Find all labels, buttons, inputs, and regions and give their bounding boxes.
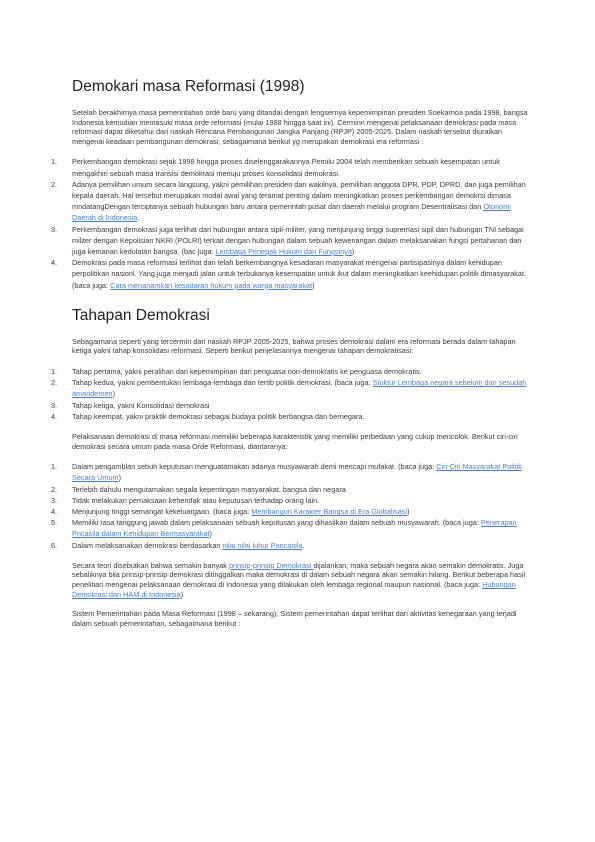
list-item-text: Dalam melaksanakan demokrasi berdasarkan (72, 540, 223, 550)
tahapan-paragraph: Sebagaimana seperti yang tercermin dari naskah RPJP 2005-2025, bahwa proses demokrasi dalam era reformasi berada dalam tahapan ketiga yakni tahap konsolidasi reformasi. Seperti berikut penjelasannya mengenai tahapan demokratisasi: (72, 336, 516, 356)
list-item (51, 484, 533, 495)
list-number: 2. (51, 179, 58, 189)
inline-link[interactable]: nilai nilai luhur Pancasila (222, 540, 303, 550)
list-item-text: Terlebih dahulu mengutamakan segala kepentingan masyarakat, bangsa dan negara (72, 484, 346, 494)
list-item (51, 400, 533, 411)
list-item-text: Tahap pertama, yakni peralihan dari kepemimpinan dari penguasa non-demokratis ke penguasa demokratis. (72, 367, 422, 376)
list-item-text: Dalam pengamblan sebuh keputusan menguatamakan adanya musyawarah demi mencapi mufakat. (baca juga: (72, 462, 437, 472)
karakteristik-paragraph: Pelaksanaan demokrasi di masa reformasi memiliki beberapa karakteristik yang memiliki perbedaan yang cukup mencolok. Berikut ciri-ciri demokrasi secara umum pada masa Orde Reformasi, diantaranya: (72, 432, 518, 451)
list-item (51, 517, 533, 539)
list-item-text: Perkembangan demokrasi juga terlihat dari hubungan antara sipil-militer, yang menjunjung tinggi supremasi sipil dan hubungan TNI sebagai militer dengan Kepolisian NKRI (POLRI) terkait dengan hubungan dalam sebuah kewenangan dalam melaksanakan fungsi pertahanan dan juga kemanan kedulatan bangsa. (bac juga: (72, 224, 524, 256)
list-item (51, 377, 533, 399)
intro-paragraph: Setelah berakhirnya masa pemerintahan orde baru yang ditandai dengan lengsernya kepemimpinan presiden Soekarnoa pada 1998, bangsa Indonesia kemudian memasuki masa orde reformasi (mulai 1988 hingga saat ini). Cerminn mengenai pelaksanaan demokrasi pada masa reformasi dapat diketahui dari naskah Rencana Pembangunan Jangka Panjang (RPJP) 2005-2025. Dalam naskah tersebut diuraikan mengenai keadaan pembangunan demokrasi, sebagaimana berikut yg merupakan demokrasi era reformasi : (72, 108, 528, 146)
list-number: 5. (51, 518, 58, 528)
list-item-text: Tahap ketiga, yakni Konsolidasi demokrasi (72, 400, 210, 410)
list-item-text: Tidak melakukan pemaksaan kehendak atau keputusan terhadap orang lain. (72, 495, 320, 505)
section-heading-tahapan: Tahapan Demokrasi (72, 306, 210, 324)
inline-link[interactable]: Ciri-Ciri Masyarakat Politik Secara Umum (72, 462, 522, 483)
list-number: 3. (51, 400, 58, 410)
list-item-suffix: ) (209, 529, 212, 539)
list-number: 6. (51, 540, 58, 550)
list-item-suffix: ) (407, 507, 410, 517)
inline-link[interactable]: Membangun Karakter Bangsa di Era Globalisasi (251, 507, 408, 517)
list-item (51, 411, 533, 422)
list-item-suffix: ) (118, 473, 122, 483)
teori-paragraph: Secara teori disebutkan bahwa semakin banyak prinsip-prinsip Demokrasi dijalankan, maka sebuah negara akan semakin demokratis. Juga sebaliknya bila prinsip-prinsip demokrasi ditinggalkan maka demokrasi di dalam sebuah negara akan semakin hilang. Berikut beberapa hasil penelitian mengenai pelaksanaan demokrasi di Indonesia yang dilakukan oleh lembaga regional maupun nasional. (baca juga: Hubungan Demokrasi dan HAM di Indonesia) (72, 560, 526, 599)
sistem-pemerintahan-paragraph: Sistem Pemerintahan pada Masa Reformasi (1998 – sekarang), Sistem pemerintahan dapat terlihat dari aktivitas kenegaraan yang terjadi dalam sebuah pemerintahan, sebagaimana berikut : (72, 609, 517, 628)
list-item-suffix: . (302, 540, 305, 550)
list-number: 3. (51, 224, 58, 234)
list-number: 3. (51, 495, 58, 505)
inline-link[interactable]: Stuktur Lembaga negara sebelum dan sesudah amandemen (72, 378, 527, 399)
list-item-suffix: ) (351, 247, 355, 256)
inline-link[interactable]: Penerapan Pncasila dalam Kehidupan Bermasyarakat (72, 518, 517, 539)
list-item (51, 156, 533, 178)
list-item-text: Menjunjung tinggi semangat kekeluargaan. (baca juga: (72, 507, 252, 517)
list-item-suffix: ) (312, 280, 315, 290)
ciri-ciri-list (51, 461, 533, 551)
reformasi-list (51, 156, 533, 290)
list-item (51, 224, 533, 258)
list-item-text: Tahap kedua, yakni pembentukan lembaga-lembaga dan tertib politik demokrasi. (baca juga: (72, 378, 373, 388)
list-number: 4. (51, 258, 58, 268)
list-number: 1. (51, 157, 58, 167)
link-hubungan-demokrasi-ham[interactable]: Hubungan Demokrasi dan HAM di Indonesia (72, 580, 516, 599)
tahapan-list (51, 366, 533, 422)
list-number: 4. (51, 507, 58, 517)
list-number: 4. (51, 411, 58, 421)
list-number: 2. (51, 378, 58, 388)
list-item-text: Perkembangan demokrasi sejak 1998 hingga proses diselenggarakannya Pemilu 2004 telah memberikan sebuah kesempatan untuk mengakhiri sebuah masa transisi demokrasi menuju proses konsolidasi demokrasi. (72, 157, 500, 178)
inline-link[interactable]: Otonomi Daerah di Indonesia (72, 202, 511, 223)
list-number: 2. (51, 484, 58, 494)
list-item-text: Tahap keempat, yakni praktik demokrasi sebagai budaya politik berbangsa dan bernegara. (72, 411, 365, 421)
list-item-text: Demokrasi pada masa reformasi terlihat dari telah berkembangnya kesadaran masyarakat mengenai partisipasinya dalam kehidupan perpolitikan nasionl. Yang juga menjadi jalan untuk terbukanya kesempatan untuk ikut dalam meningkatkan keehidupan politik dimasyarakat. (baca juga: (72, 258, 527, 290)
page-title: Demokari masa Reformasi (1998) (72, 78, 305, 95)
list-item (51, 179, 533, 224)
list-item (51, 366, 533, 377)
list-item (51, 495, 533, 506)
list-item (51, 461, 533, 483)
list-item (51, 257, 533, 291)
inline-link[interactable]: Cara menanamkan kesadaran hukum pada warga masyarakat (110, 280, 313, 290)
list-item-text: Adanya pemilihan umum secara langsung, yakni pemilihan presiden dan wakilnya, pemilihan anggota DPR, PDP, DPRD, dan juga pemilihan kepala daerah. Hal tersebut merupakan modal awal yang teramat penting dalam meningkatkan proses perkembangan demokrsi dimasa mndatangDengan terciptanya sebuah hubungan baru antara pemerintah pusat dan daerah melalui program Desentralisasi dan (72, 179, 526, 212)
list-number: 1. (51, 367, 58, 376)
list-item-suffix: ) (112, 389, 116, 399)
link-prinsip-demokrasi[interactable]: prinsip-prinsip Demokrasi (228, 560, 314, 570)
list-item-suffix: . (137, 213, 140, 223)
list-item (51, 540, 533, 551)
list-item (51, 506, 533, 517)
list-item-text: Memiliki rasa tanggung jawab dalam pelaksanaan sebuah keputusan yang dihasilkan dalam sebuah musyawarah. (baca juga: (72, 518, 481, 528)
list-number: 1. (51, 462, 58, 472)
inline-link[interactable]: Lembaga Penegak Hukum dan Fungsinya (215, 247, 352, 256)
